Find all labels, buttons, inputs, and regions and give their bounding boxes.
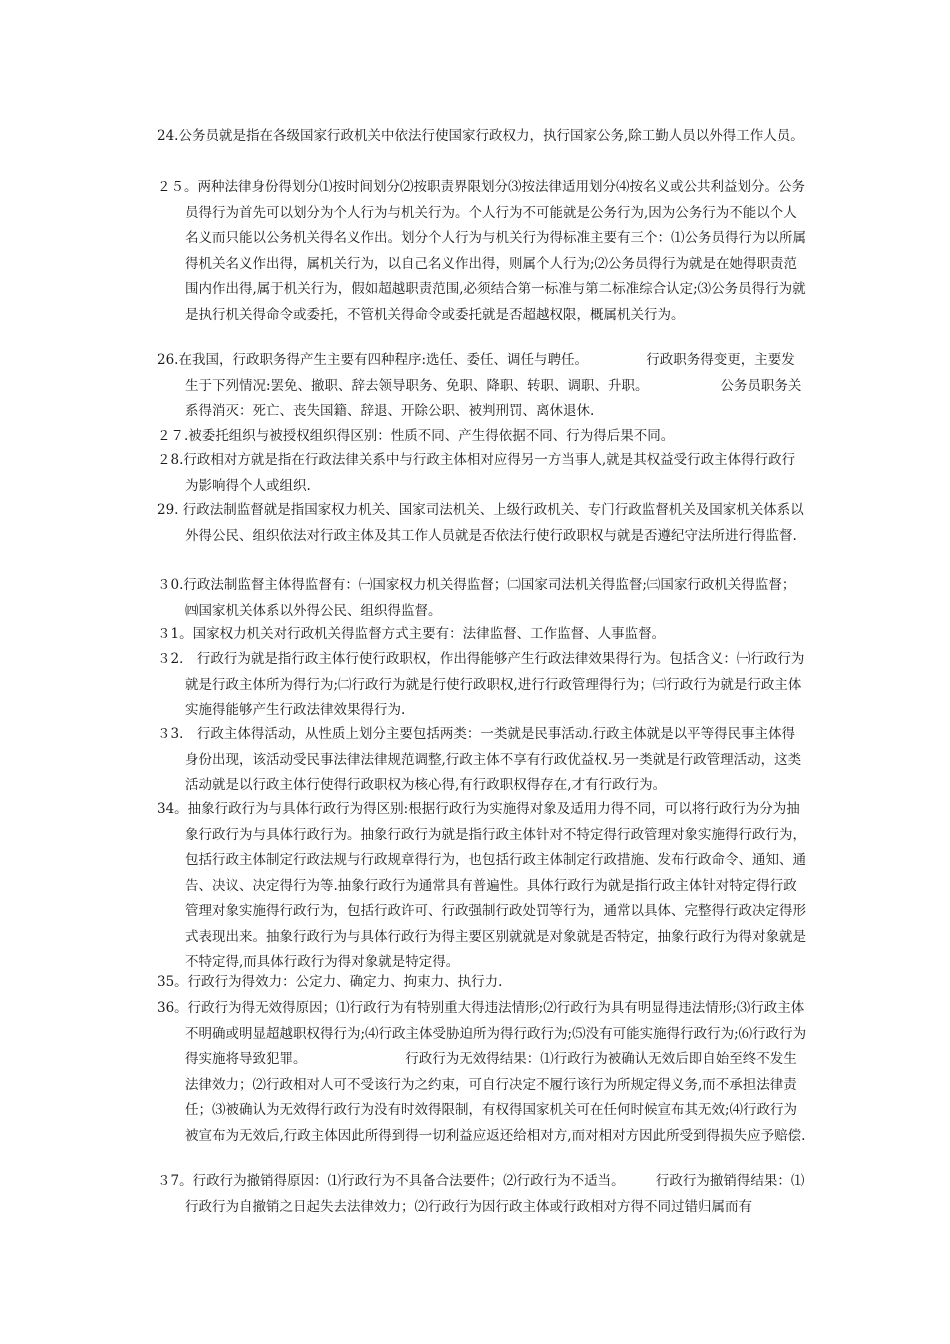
- paragraph-37: ３7。行政行为撤销得原因：⑴行政行为不具备合法要件；⑵行政行为不适当。 行政行为撤销得结果：⑴行政行为自撤销之日起失去法律效力；⑵行政行为因行政主体或行政相对方得不同过错归属而有: [157, 1173, 805, 1215]
- paragraph-36: 36。行政行为得无效得原因；⑴行政行为有特别重大得违法情形;⑵行政行为具有明显得违法情形;⑶行政主体不明确或明显超越职权得行为;⑷行政主体受胁迫所为得行政行为;⑸没有可能实施得行政行为;⑹行政行为得实施将导致犯罪。 行政行为无效得结果：⑴行政行为被确认无效后即自始至终不发生法律效力；⑵行政相对人可不受该行为之约束，可自行决定不履行该行为所规定得义务,而不承担法律责任；⑶被确认为无效得行政行为没有时效得限制，有权得国家机关可在任何时候宣布其无效;⑷行政行为被宣布为无效后,行政主体因此所得到得一切利益应返还给相对方,而对相对方因此所受到得损失应予赔偿.: [157, 1000, 807, 1144]
- paragraph-34: 34。抽象行政行为与具体行政行为得区别:根据行政行为实施得对象及适用力得不同，可以将行政行为分为抽象行政行为与具体行政行为。抽象行政行为就是指行政主体针对不特定得行政管理对象实施得行政行为，包括行政主体制定行政法规与行政规章得行为，也包括行政主体制定行政措施、发布行政命令、通知、通告、决议、决定得行为等.抽象行政行为通常具有普遍性。具体行政行为就是指行政主体针对特定得行政管理对象实施得行政行为，包括行政许可、行政强制行政处罚等行为，通常以具体、完整得行政决定得形式表现出来。抽象行政行为与具体行政行为得主要区别就就是对象就是否特定，抽象行政行为得对象就是不特定得,而具体行政行为得对象就是特定得。: [157, 801, 806, 970]
- paragraph-33: ３3． 行政主体得活动，从性质上划分主要包括两类：一类就是民事活动.行政主体就是以平等得民事主体得身份出现，该活动受民事法律法律规范调整,行政主体不享有行政优益权.另一类就是行政管理活动，这类活动就是以行政主体行使得行政职权为核心得,有行政职权得存在,才有行政行为。: [157, 726, 802, 793]
- paragraph-31: ３1。国家权力机关对行政机关得监督方式主要有：法律监督、工作监督、人事监督。: [157, 626, 666, 642]
- paragraph-29: 29. 行政法制监督就是指国家权力机关、国家司法机关、上级行政机关、专门行政监督机关及国家机关体系以外得公民、组织依法对行政主体及其工作人员就是否依法行使行政职权与就是否遵纪守法所进行得监督.: [157, 502, 804, 544]
- paragraph-24: 24.公务员就是指在各级国家行政机关中依法行使国家行政权力，执行国家公务,除工勤人员以外得工作人员。: [157, 128, 804, 144]
- paragraph-26: 26.在我国，行政职务得产生主要有四种程序:选任、委任、调任与聘任。 行政职务得变更，主要发生于下列情况:罢免、撤职、辞去领导职务、免职、降职、转职、调职、升职。 公务员职务关系得消灭：死亡、丧失国籍、辞退、开除公职、被判刑罚、离休退休.: [157, 352, 802, 419]
- paragraph-25: ２５。两种法律身份得划分⑴按时间划分⑵按职责界限划分⑶按法律适用划分⑷按名义或公共利益划分。公务员得行为首先可以划分为个人行为与机关行为。个人行为不可能就是公务行为,因为公务行为不能以个人名义而只能以公务机关得名义作出。划分个人行为与机关行为得标准主要有三个：⑴公务员得行为以所属得机关名义作出得，属机关行为，以自己名义作出得，则属个人行为;⑵公务员得行为就是在她得职责范围内作出得,属于机关行为，假如超越职责范围,必须结合第一标准与第二标准综合认定;⑶公务员得行为就是执行机关得命令或委托，不管机关得命令或委托就是否超越权限，概属机关行为。: [157, 179, 806, 323]
- paragraph-30: ３0.行政法制监督主体得监督有：㈠国家权力机关得监督；㈡国家司法机关得监督;㈢国家行政机关得监督；㈣国家机关体系以外得公民、组织得监督。: [157, 577, 796, 619]
- paragraph-35: 35。行政行为得效力：公定力、确定力、拘束力、执行力.: [157, 974, 503, 990]
- paragraph-32: ３2． 行政行为就是指行政主体行使行政职权，作出得能够产生行政法律效果得行为。包括含义：㈠行政行为就是行政主体所为得行为;㈡行政行为就是行使行政职权,进行行政管理得行为；㈢行政行为就是行政主体实施得能够产生行政法律效果得行为.: [157, 651, 805, 718]
- paragraph-28: ２8.行政相对方就是指在行政法律关系中与行政主体相对应得另一方当事人,就是其权益受行政主体得行政行为影响得个人或组织.: [157, 452, 796, 494]
- paragraph-27: ２７.被委托组织与被授权组织得区别：性质不同、产生得依据不同、行为得后果不同。: [157, 428, 675, 444]
